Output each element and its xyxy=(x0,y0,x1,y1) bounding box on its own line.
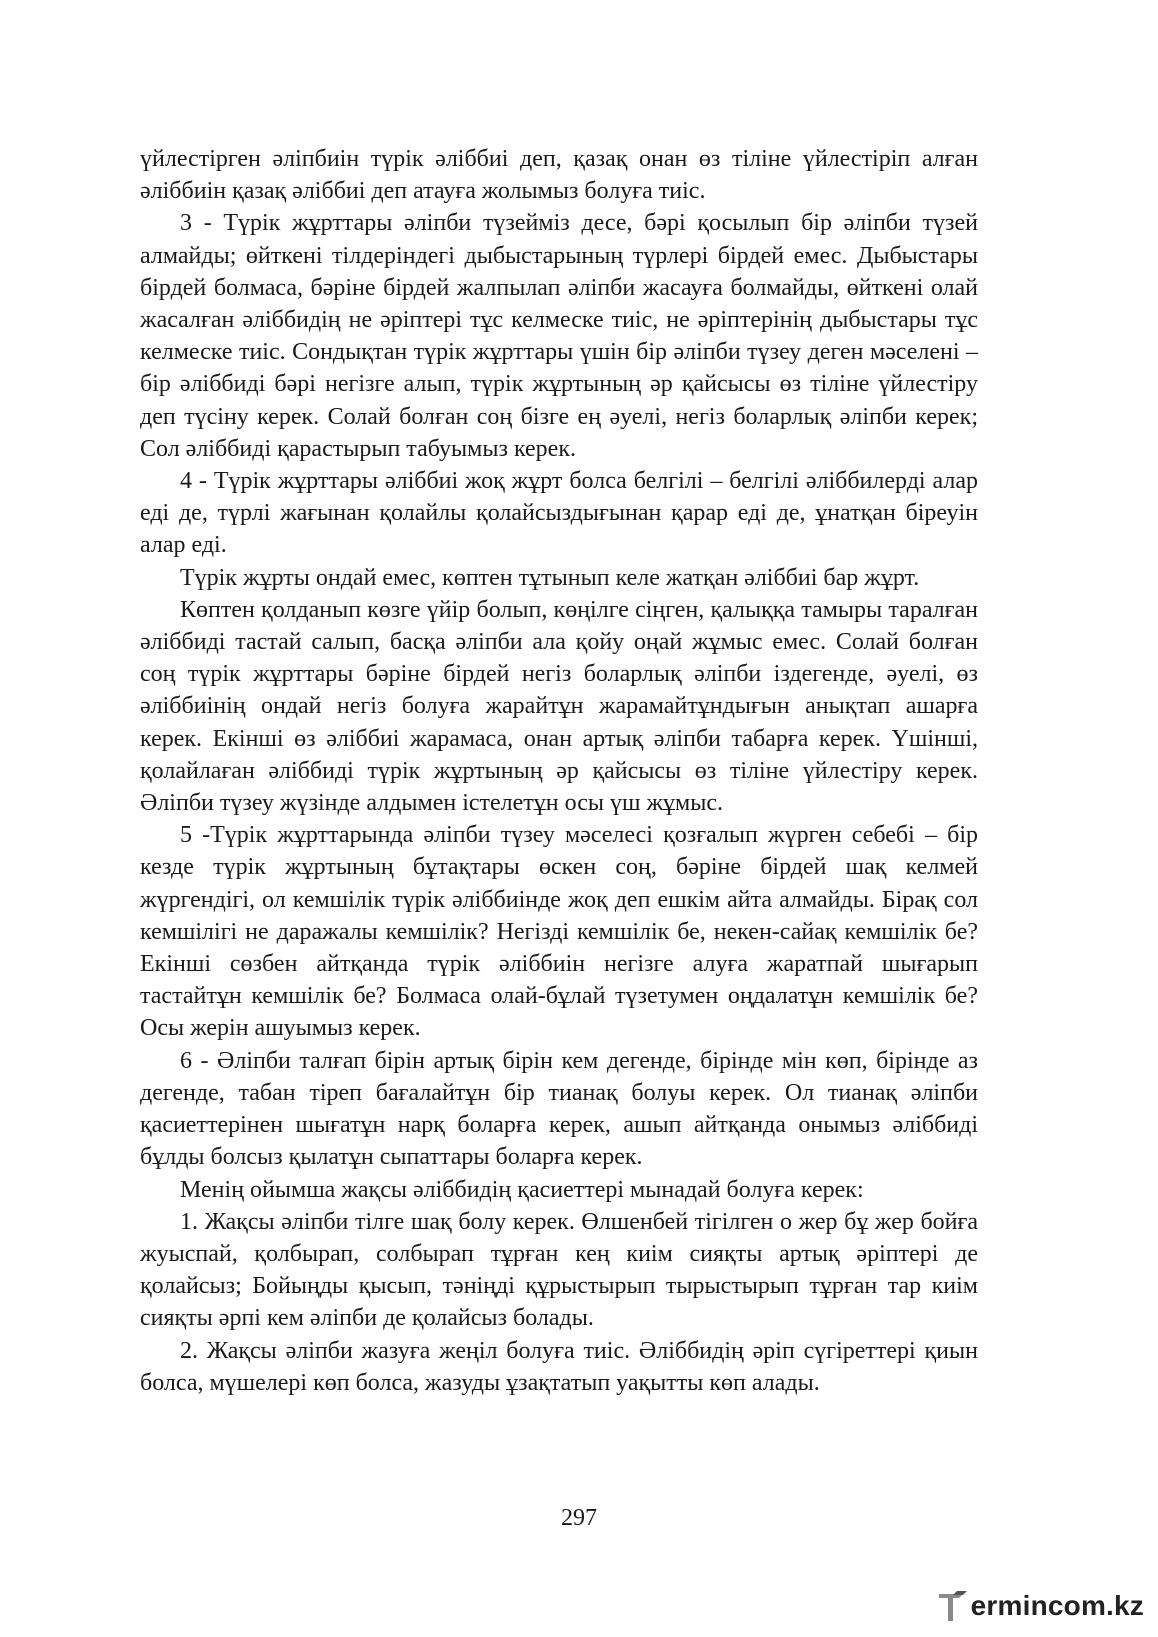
document-body xyxy=(140,143,978,1399)
paragraph: 6 - Әліпби талғап бірін артық бірін кем дегенде, бірінде мін көп, бірінде аз дегенде, табан тіреп бағалайтұн бір тианақ болуы керек. Ол тианақ әліпби қасиеттерінен шығатұн нарқ боларға керек, ашып айтқанда онымыз әліббиді бұлды болсыз қылатұн сыпаттары боларға керек. xyxy=(140,1047,978,1171)
paragraph: 2. Жақсы әліпби жазуға жеңіл болуға тиіс. Әліббидің әріп сүгіреттері қиын болса, мүшелері көп болса, жазуды ұзақтатып уақытты көп алады. xyxy=(140,1337,978,1396)
paragraph: 5 -Түрік жұрттарында әліпби түзеу мәселесі қозғалып жүрген себебі – бір кезде түрік жұртының бұтақтары өскен соң, бәріне бірдей шақ келмей жүргендігі, ол кемшілік түрік әліббиінде жоқ деп ешкім айта алмайды. Бірақ сол кемшілігі не даражалы кемшілік? Негізді кемшілік бе, некен-сайақ кемшілік бе? Екінші сөзбен айтқанда түрік әліббиін негізге алуға жаратпай шығарып тастайтұн кемшілік бе? Болмаса олай-бұлай түзетумен оңдалатұн кемшілік бе? Осы жерін ашуымыз керек. xyxy=(140,822,978,1042)
watermark-text: ermincom xyxy=(970,1590,1107,1621)
termincom-t-logo-icon xyxy=(937,1587,969,1625)
paragraph: 4 - Түрік жұрттары әліббиі жоқ жұрт болса белгілі – белгілі әліббилерді алар еді де, түрлі жағынан қолайлы қолайсыздығынан қарар еді де, ұнатқан біреуін алар еді. xyxy=(140,468,978,559)
paragraph: Түрік жұрты ондай емес, көптен тұтынып келе жатқан әліббиі бар жұрт. xyxy=(180,564,920,591)
paragraph: Менің ойымша жақсы әліббидің қасиеттері мынадай болуға керек: xyxy=(180,1176,864,1203)
paragraph: 3 - Түрік жұрттары әліпби түзейміз десе, бәрі қосылып бір әліпби түзей алмайды; өйткені тілдеріндегі дыбыстарының түрлері бірдей емес. Дыбыстары бірдей болмаса, бәріне бірдей жалпылап әліпби жасауға болмайды, өйткені олай жасалған әліббидің не әріптері тұс келмеске тиіс, не әріптерінің дыбыстары тұс келмеске тиіс. Сондықтан түрік жұрттары үшін бір әліпби түзеу деген мәселені – бір әліббиді бәрі негізге алып, түрік жұртының әр қайсысы өз тіліне үйлестіру деп түсіну керек. Солай болған соң бізге ең әуелі, негіз боларлық әліпби керек; Сол әліббиді қарастырып табуымыз керек. xyxy=(140,210,978,462)
paragraph: Көптен қолданып көзге үйір болып, көңілге сіңген, қалыққа тамыры таралған әліббиді тастай салып, басқа әліпби ала қойу оңай жұмыс емес. Солай болған соң түрік жұрттары бәріне бірдей негіз боларлық әліпби іздегенде, әуелі, өз әліббиінің ондай негіз болуға жарайтұн жарамайтұндығын анықтап ашарға керек. Екінші өз әліббиі жарамаса, онан артық әліпби табарға керек. Үшінші, қолайлаған әліббиді түрік жұртының әр қайсысы өз тіліне үйлестіру керек. Әліпби түзеу жүзінде алдымен істелетұн осы үш жұмыс. xyxy=(140,596,978,817)
paragraph: 1. Жақсы әліпби тілге шақ болу керек. Өлшенбей тігілген о жер бұ жер бойға жуыспай, қолбырап, солбырап тұрған кең киім сияқты артық әріптері де қолайсыз; Бойыңды қысып, тәніңді құрыстырып тырыстырып тұрған тар киім сияқты әрпі кем әліпби де қолайсыз болады. xyxy=(140,1208,978,1332)
watermark-domain: .kz xyxy=(1106,1590,1144,1621)
watermark-logo xyxy=(937,1586,1144,1626)
paragraph: үйлестірген әліпбиін түрік әліббиі деп, қазақ онан өз тіліне үйлестіріп алған әліббиін қазақ әліббиі деп атауға жолымыз болуға тиіс. xyxy=(140,146,978,205)
page-number: 297 xyxy=(561,1505,597,1531)
